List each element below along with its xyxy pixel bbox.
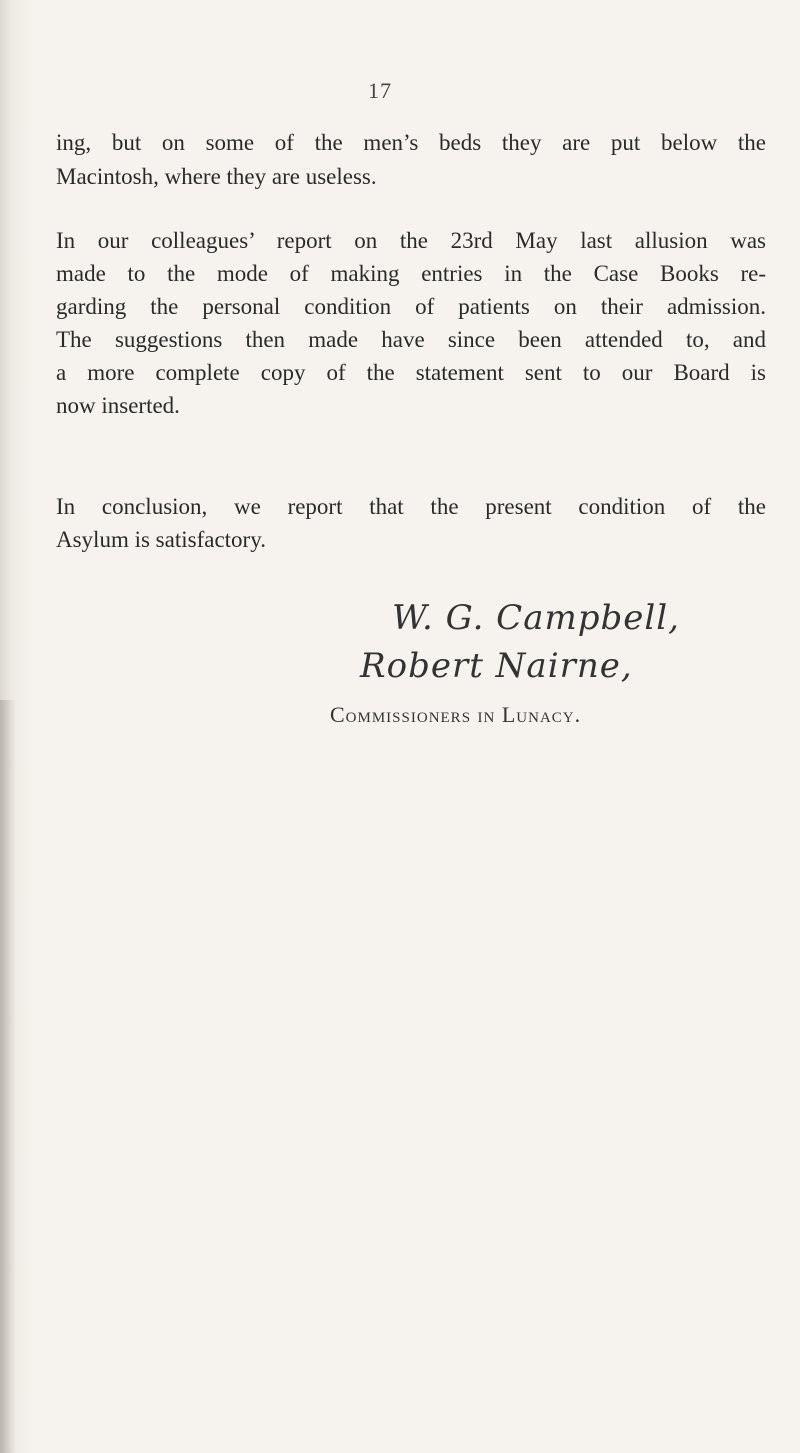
paragraph-2-line-3: garding the personal condition of patients on their admission. [56,294,766,319]
paragraph-2-line-6: now inserted. [56,393,180,418]
paragraph-2-line-2: made to the mode of making entries in the Case Books re- [56,261,766,286]
paragraph-2-line-4: The suggestions then made have since been attended to, and [56,327,766,352]
paragraph-2-line-1: In our colleagues’ report on the 23rd May last allusion was [56,228,766,253]
signature-campbell: W. G. Campbell, [392,598,680,638]
page-number: 17 [368,78,392,103]
paragraph-3-line-2: Asylum is satisfactory. [56,527,266,552]
paragraph-1-line-1: ing, but on some of the men’s beds they are put below the [56,130,766,155]
signature-title: Commissioners in Lunacy. [330,702,582,727]
paragraph-1-line-2: Macintosh, where they are useless. [56,164,377,189]
paragraph-2-line-5: a more complete copy of the statement sent to our Board is [56,360,766,385]
signature-nairne: Robert Nairne, [360,646,633,686]
paragraph-3-line-1: In conclusion, we report that the present condition of the [56,494,766,519]
page-edge-shadow [0,700,16,1453]
